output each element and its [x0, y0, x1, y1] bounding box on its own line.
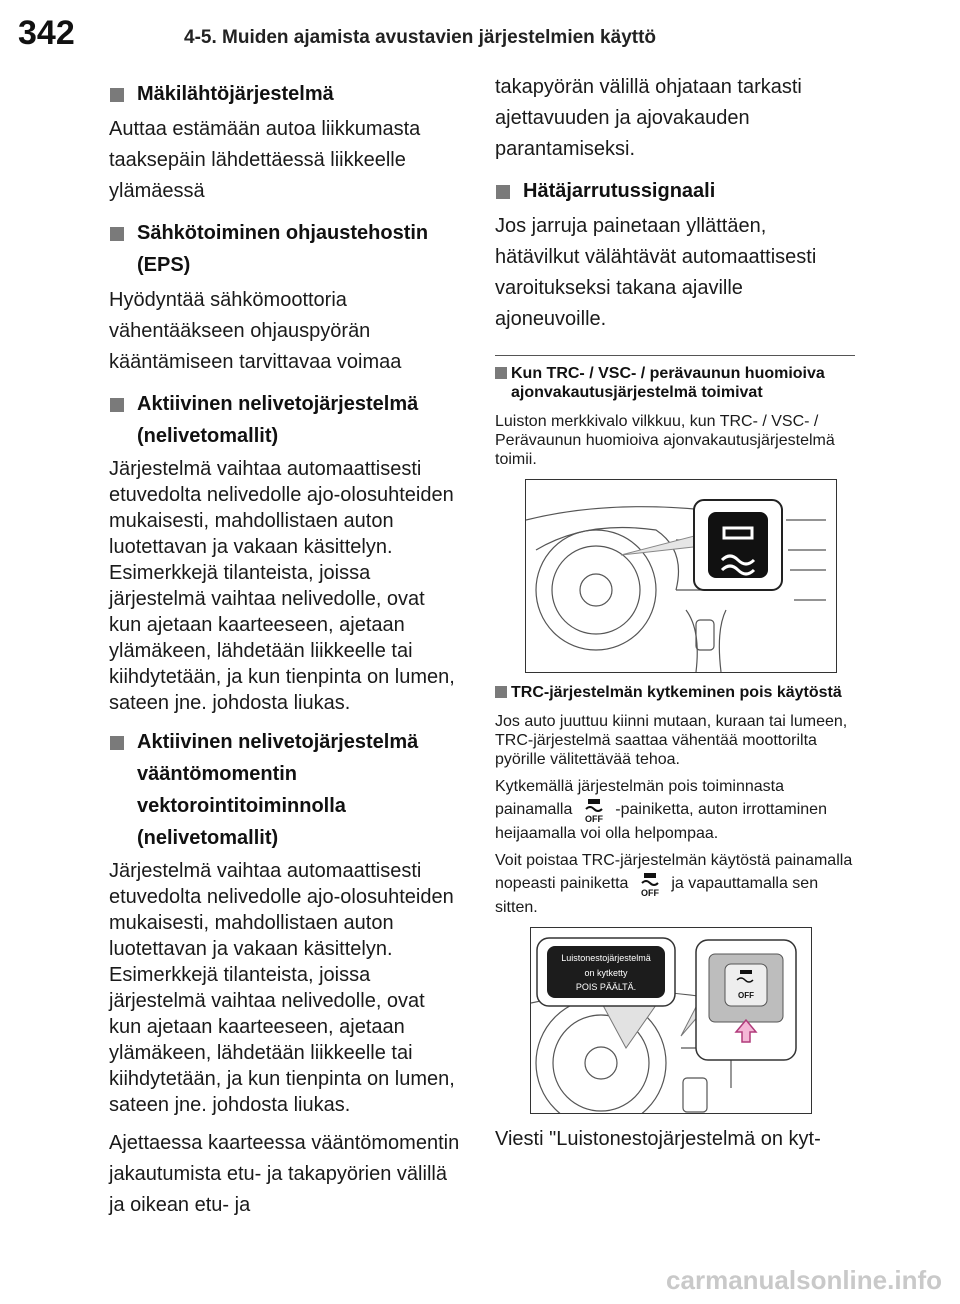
display-line-2: on kytketty [584, 968, 628, 978]
paragraph: Auttaa estämään autoa liikkumasta taaksepäin lähdettäessä liikkeelle ylämäessä [109, 118, 421, 202]
trc-off-icon-label: OFF [584, 814, 603, 824]
display-line-3: POIS PÄÄLTÄ. [575, 982, 637, 992]
section-heading: Sähkötoiminen ohjaustehostin (EPS) [109, 217, 461, 281]
off-button-label: OFF [738, 991, 754, 1000]
paragraph: Hyödyntää sähkömoottoria vähentääkseen ohjauspyörän kääntämiseen tarvittavaa voimaa [109, 289, 402, 373]
paragraph: Järjestelmä vaihtaa automaattisesti etuvedolta nelivedolle ajo-olosuhteiden mukaisesti, mahdollistaen auton luotettavan ja vakaan käsittelyn. Esimerkkejä tilanteista, joissa järjestelmä vaihtaa nelivedolle, ovat kun ajetaan kaarteeseen, ajetaan ylämäkeen, lähdetään liikkeelle tai kiihdytetään, ja kun tienpinta on lumen, sateen jne. johdosta liukas. [109, 860, 455, 1116]
subsection-heading: TRC-järjestelmän kytkeminen pois käytöstä [495, 683, 855, 702]
display-line-1: Luistonestojärjestelmä [561, 953, 651, 963]
paragraph: takapyörän välillä ohjataan tarkasti ajettavuuden ja ajovakauden parantamiseksi. [495, 76, 802, 160]
left-column [109, 72, 461, 1231]
dashboard-drawing [526, 480, 836, 672]
trc-off-message-illustration [530, 927, 812, 1114]
paragraph: Jos auto juuttuu kiinni mutaan, kuraan tai lumeen, TRC-järjestelmä saattaa vähentää moottorilta pyörille välitettävää tehoa. [495, 713, 848, 768]
section-heading: Aktiivinen nelivetojärjestelmä vääntömomentin vektorointitoiminnolla (nelivetomallit) [109, 726, 461, 854]
paragraph: Järjestelmä vaihtaa automaattisesti etuvedolta nelivedolle ajo-olosuhteiden mukaisesti, mahdollistaen auton luotettavan ja vakaan käsittelyn. Esimerkkejä tilanteista, joissa järjestelmä vaihtaa nelivedolle, ovat kun ajetaan kaarteeseen, ajetaan ylämäkeen, lähdetään liikkeelle tai kiihdytetään, ja kun tienpinta on lumen, sateen jne. johdosta liukas. [109, 458, 455, 714]
paragraph: Viesti "Luistonestojärjestelmä on kyt- [495, 1128, 821, 1150]
text-fragment: Kytkemällä järjestelmän pois toiminnasta painamalla [495, 778, 785, 819]
trc-off-icon [579, 796, 609, 824]
watermark: carmanualsonline.info [666, 1265, 942, 1295]
section-heading: Mäkilähtöjärjestelmä [109, 78, 461, 110]
paragraph [495, 777, 855, 843]
subsection-heading: Kun TRC- / VSC- / perävaunun huomioiva ajonvakautusjärjestelmä toimivat [495, 364, 855, 402]
dashboard-illustration [525, 479, 837, 673]
section-heading: Aktiivinen nelivetojärjestelmä (nelivetomallit) [109, 388, 461, 452]
paragraph: Jos jarruja painetaan yllättäen, hätävilkut välähtävät automaattisesti varoitukseksi takana ajaville ajoneuvoille. [495, 215, 817, 330]
paragraph: Ajettaessa kaarteessa vääntömomentin jakautumista etu- ja takapyörien välillä ja oikean etu- ja [109, 1132, 460, 1216]
trc-off-icon-label: OFF [640, 888, 659, 898]
paragraph [495, 851, 855, 917]
trc-off-icon [635, 870, 665, 898]
text-fragment: ja vapauttamalla sen sitten. [495, 875, 819, 916]
trc-off-drawing [531, 928, 811, 1113]
right-column [495, 72, 855, 1165]
section-heading: Hätäjarrutussignaali [495, 175, 855, 207]
paragraph: Luiston merkkivalo vilkkuu, kun TRC- / VSC- / Perävaunun huomioiva ajonvakautusjärjestelmä toimii. [495, 413, 835, 468]
text-fragment: Voit poistaa TRC-järjestelmän käytöstä painamalla nopeasti painiketta [495, 852, 853, 893]
divider [495, 355, 855, 356]
chapter-title: 4-5. Muiden ajamista avustavien järjestelmien käyttö [184, 27, 657, 48]
page-header [0, 0, 960, 68]
text-fragment: -painiketta, auton irrottaminen heijaamalla voi olla helpompaa. [495, 801, 827, 842]
page-number: 342 [18, 14, 75, 52]
